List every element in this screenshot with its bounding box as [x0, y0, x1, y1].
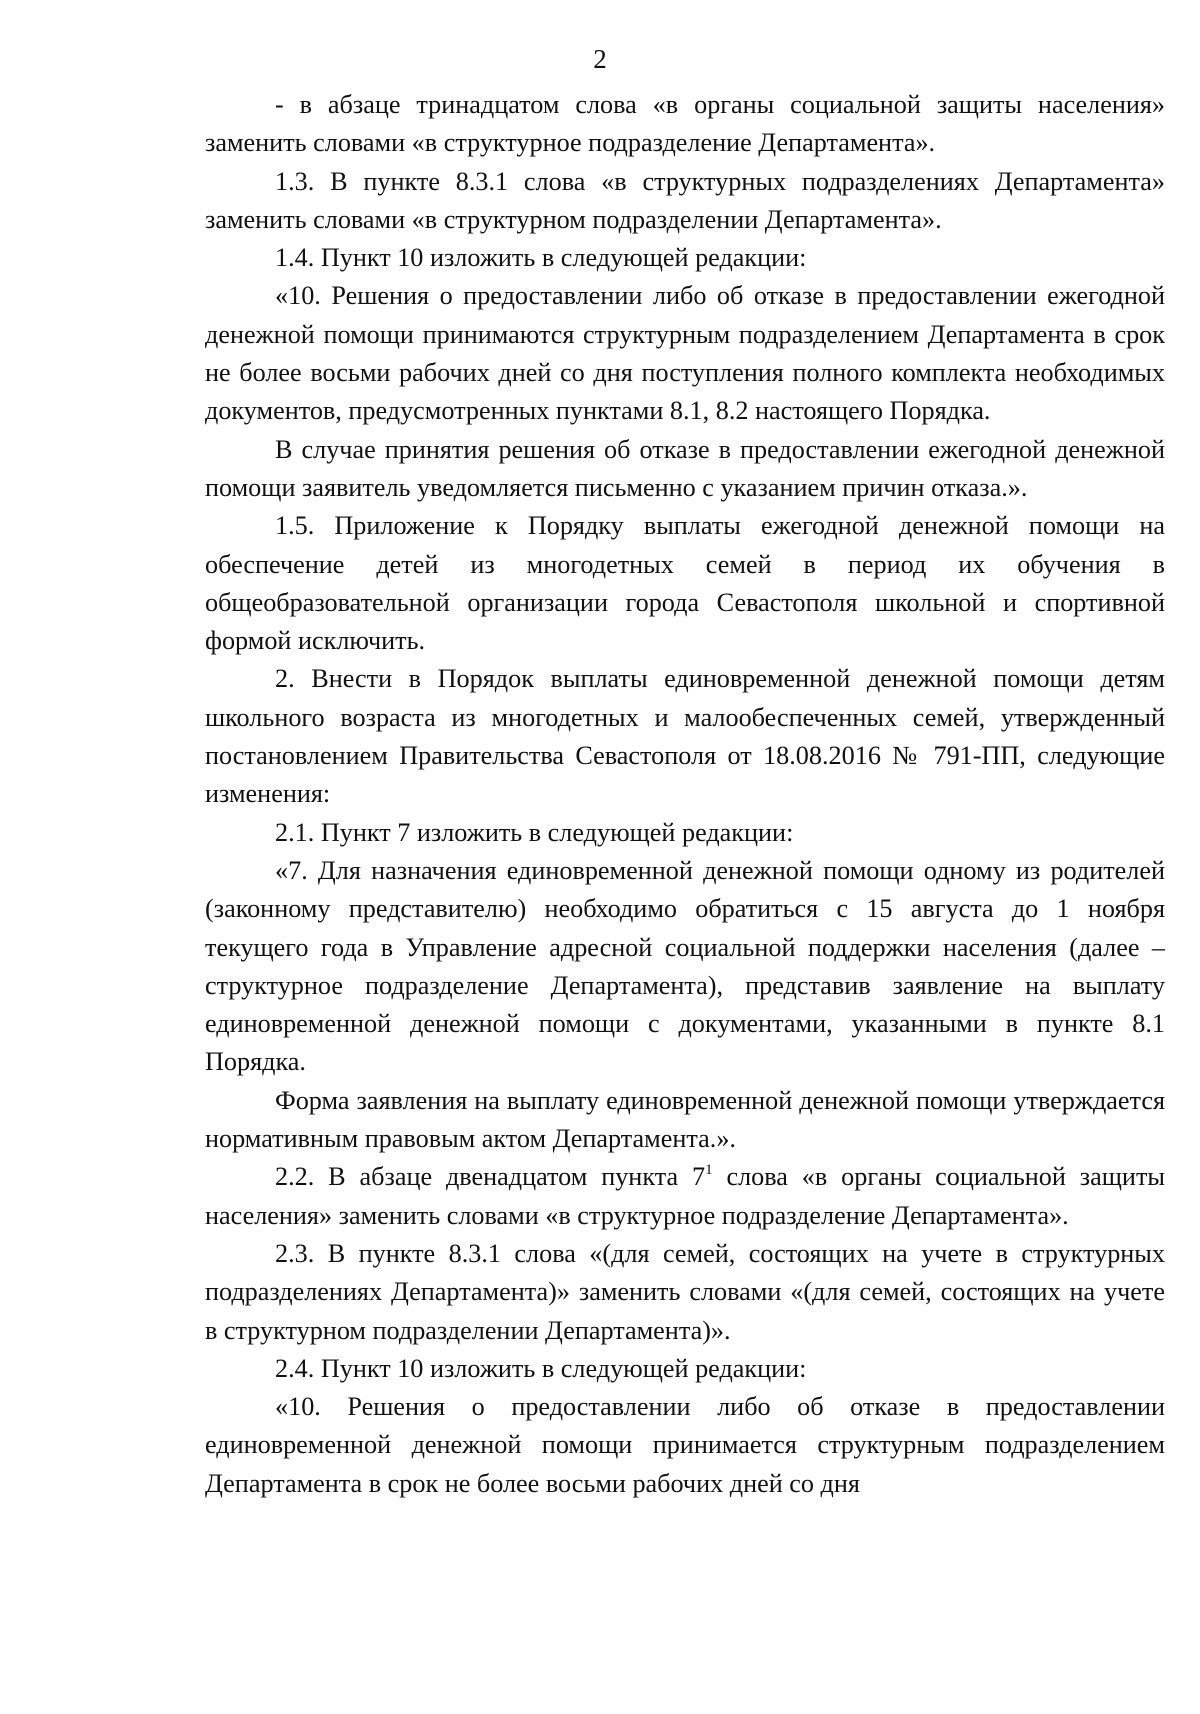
page-number: 2 — [593, 44, 607, 74]
paragraph-2-2-end: слова «в органы социальной защиты населения» заменить словами «в структурное подразделение Департамента». — [205, 1162, 1165, 1230]
paragraph-2-2-start: 2.2. В абзаце двенадцатом пункта 7 — [275, 1162, 706, 1192]
paragraph: Форма заявления на выплату единовременной денежной помощи утверждается нормативным правовым актом Департамента.». — [205, 1085, 1165, 1154]
paragraph: 1.5. Приложение к Порядку выплаты ежегодной денежной помощи на обеспечение детей из многодетных семей в период их обучения в общеобразовательной организации города Севастополя школьной и спортивной формой исключить. — [205, 511, 1165, 656]
paragraph: «10. Решения о предоставлении либо об отказе в предоставлении ежегодной денежной помощи принимаются структурным подразделением Департамента в срок не более восьми рабочих дней со дня поступления полного комплекта необходимых документов, предусмотренных пунктами 8.1, 8.2 настоящего Порядка. — [205, 281, 1165, 426]
paragraph: 1.3. В пункте 8.3.1 слова «в структурных подразделениях Департамента» заменить словами «в структурном подразделении Департамента». — [205, 166, 1165, 234]
paragraph: - в абзаце тринадцатом слова «в органы социальной защиты населения» заменить словами «в структурное подразделение Департамента». — [205, 90, 1165, 158]
paragraph: 2. Внести в Порядок выплаты единовременной денежной помощи детям школьного возраста из многодетных и малообеспеченных семей, утвержденный постановлением Правительства Севастополя от 18.08.2016 № 791-ПП, следующие изменения: — [205, 664, 1165, 809]
paragraph: 2.1. Пункт 7 изложить в следующей редакции: — [275, 817, 794, 847]
paragraph: «7. Для назначения единовременной денежной помощи одному из родителей (законному представителю) необходимо обратиться с 15 августа до 1 ноября текущего года в Управление адресной социальной поддержки населения (далее – структурное подразделение Департамента), представив заявление на выплату единовременной денежной помощи с документами, указанными в пункте 8.1 Порядка. — [205, 855, 1165, 1077]
paragraph: 1.4. Пункт 10 изложить в следующей редакции: — [275, 243, 807, 273]
paragraph: «10. Решения о предоставлении либо об отказе в предоставлении единовременной денежной помощи принимается структурным подразделением Департамента в срок не более восьми рабочих дней со дня — [205, 1392, 1165, 1498]
paragraph: 2.4. Пункт 10 изложить в следующей редакции: — [275, 1353, 807, 1383]
superscript: 1 — [705, 1161, 713, 1178]
paragraph: В случае принятия решения об отказе в предоставлении ежегодной денежной помощи заявитель уведомляется письменно с указанием причин отказа.». — [205, 434, 1165, 502]
paragraph: 2.3. В пункте 8.3.1 слова «(для семей, состоящих на учете в структурных подразделениях Департамента)» заменить словами «(для семей, состоящих на учете в структурном подразделении Департамента)». — [205, 1238, 1165, 1345]
document-body — [205, 86, 1165, 1503]
paragraph-2-2 — [205, 1158, 1165, 1235]
